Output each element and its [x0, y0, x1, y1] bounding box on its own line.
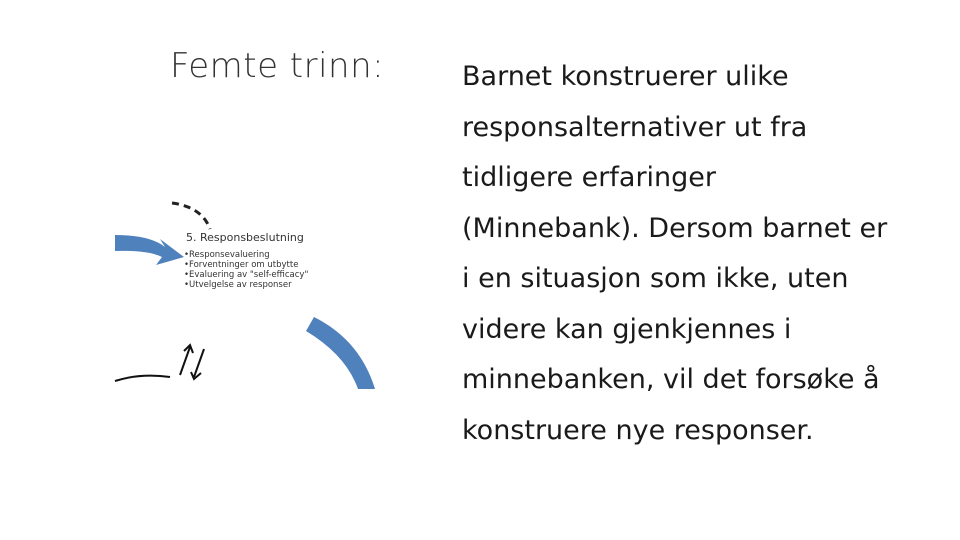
body-line: tidligere erfaringer [462, 162, 717, 193]
process-diagram [110, 195, 380, 390]
diagram-bullet: •Forventninger om utbytte [184, 260, 299, 270]
diagram-bullet: •Evaluering av "self-efficacy" [184, 270, 309, 280]
body-line: responsalternativer ut fra [462, 111, 808, 143]
body-line: Barnet konstruerer ulike [462, 61, 789, 92]
diagram-bullet-list [184, 250, 344, 290]
outgoing-arc-band [306, 317, 375, 389]
diagram-bullet: •Utvelgelse av responser [184, 280, 292, 290]
body-line: i en situasjon som ikke, uten [462, 263, 849, 294]
body-line: (Minnebank). Dersom barnet er [462, 212, 888, 244]
body-line: konstruere nye responser. [462, 414, 814, 446]
body-line: videre kan gjenkjennes i [462, 313, 792, 345]
diagram-step-title: 5. Responsbeslutning [186, 231, 304, 244]
incoming-arrow-icon [115, 235, 184, 265]
body-paragraph [462, 52, 942, 456]
diagram-bullet: •Responsevaluering [184, 250, 270, 260]
diagram-graphics [110, 195, 380, 390]
bottom-curve [115, 376, 170, 381]
dashed-arc [172, 203, 210, 229]
up-down-arrows-icon [180, 345, 204, 379]
slide-title: Femte trinn: [170, 46, 385, 86]
body-line: minnebanken, vil det forsøke å [462, 364, 880, 395]
